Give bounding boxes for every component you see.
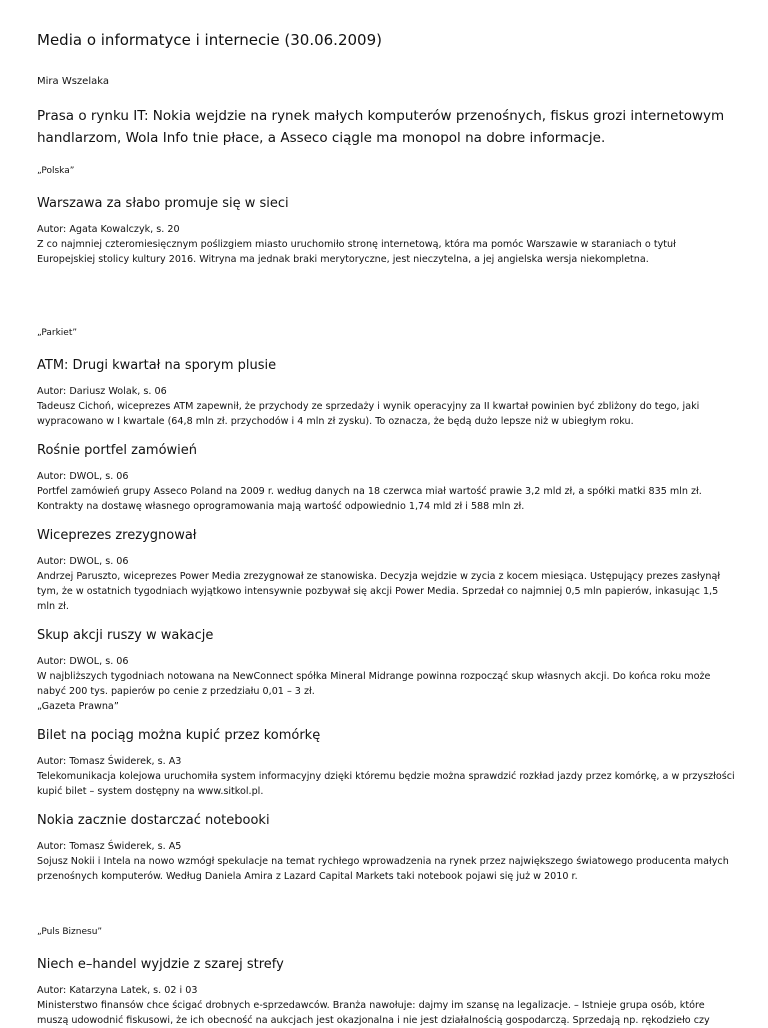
article-meta: Autor: Katarzyna Latek, s. 02 i 03	[37, 985, 198, 996]
article-headline: Bilet na pociąg można kupić przez komórkę	[37, 728, 321, 743]
document-author: Mira Wszelaka	[37, 76, 109, 87]
article	[37, 442, 737, 514]
article-body: Sojusz Nokii i Intela na nowo wzmógł spekulacje na temat rychłego wprowadzenia na rynek przez największego światowego producenta małych przenośnych komputerów. Według Daniela Amira z Lazard Capital Markets taki notebook pojawi się już w 2010 r.	[37, 856, 729, 882]
article-headline: Nokia zacznie dostarczać notebooki	[37, 813, 270, 828]
article-headline: Warszawa za słabo promuje się w sieci	[37, 196, 289, 211]
article-meta: Autor: DWOL, s. 06	[37, 471, 129, 482]
article-body: Tadeusz Cichoń, wiceprezes ATM zapewnił, że przychody ze sprzedaży i wynik operacyjny za II kwartał powinien być zbliżony do tego, jaki wypracowano w I kwartale (64,8 mln zł. przychodów i 4 mln zł zysku). To oznacza, że będą dużo lepsze niż w ubiegłym roku.	[37, 401, 700, 427]
source-label: „Gazeta Prawna”	[37, 701, 119, 712]
article-body: Telekomunikacja kolejowa uruchomiła system informacyjny dzięki któremu będzie można sprawdzić rozkład jazdy przez komórkę, a w przyszłości kupić bilet – system dostępny na www.sitkol.pl.	[37, 771, 735, 797]
article	[37, 956, 737, 1028]
article-body: Ministerstwo finansów chce ścigać drobnych e-sprzedawców. Branża nawołuje: dajmy im szansę na legalizacje. – Istnieje grupa osób, które muszą udowodnić fiskusowi, że ich obecność na aukcjach jest okazjonalna i nie jest działalnością gospodarczą. Sprzedają np. rękodzieło czy	[37, 1000, 710, 1026]
article	[37, 727, 737, 799]
source-label: „Parkiet”	[37, 328, 78, 338]
article-body: Z co najmniej czteromiesięcznym poślizgiem miasto uruchomiło stronę internetową, która ma pomóc Warszawie w staraniach o tytuł Europejskiej stolicy kultury 2016. Witryna ma jednak braki merytoryczne, jest nieczytelna, a jej angielska wersja niekompletna.	[37, 239, 676, 265]
source-label: „Polska”	[37, 166, 75, 176]
article-meta: Autor: DWOL, s. 06	[37, 556, 129, 567]
document-title: Media o informatyce i internecie (30.06.2009)	[37, 31, 382, 49]
article	[37, 357, 737, 429]
article	[37, 195, 737, 267]
article-headline: Wiceprezes zrezygnował	[37, 528, 197, 543]
article-headline: Rośnie portfel zamówień	[37, 443, 198, 458]
article-meta: Autor: Tomasz Świderek, s. A5	[37, 841, 182, 852]
source-label: „Puls Biznesu”	[37, 927, 103, 937]
article-headline: ATM: Drugi kwartał na sporym plusie	[37, 358, 277, 373]
document-page	[37, 30, 737, 1028]
article-body: Portfel zamówień grupy Asseco Poland na 2009 r. według danych na 18 czerwca miał wartość prawie 3,2 mld zł, a spółki matki 835 mln zł. Kontrakty na dostawę własnego oprogramowania mają wartość odpowiednio 1,74 mld zł i 588 mln zł.	[37, 486, 702, 512]
article-meta: Autor: Agata Kowalczyk, s. 20	[37, 224, 180, 235]
article-meta: Autor: Dariusz Wolak, s. 06	[37, 386, 167, 397]
article-body: W najbliższych tygodniach notowana na NewConnect spółka Mineral Midrange powinna rozpocząć skup własnych akcji. Do końca roku może nabyć 200 tys. papierów po cenie z przedziału 0,01 – 3 zł.	[37, 671, 711, 697]
lead-paragraph: Prasa o rynku IT: Nokia wejdzie na rynek małych komputerów przenośnych, fiskus grozi internetowym handlarzom, Wola Info tnie płace, a Asseco ciągle ma monopol na dobre informacje.	[37, 108, 725, 146]
article-meta: Autor: DWOL, s. 06	[37, 656, 129, 667]
article-body: Andrzej Paruszto, wiceprezes Power Media zrezygnował ze stanowiska. Decyzja wejdzie w zycia z kocem miesiąca. Ustępujący prezes zasłynął tym, że w ostatnich tygodniach wyjątkowo intensywnie pozbywał się akcji Power Media. Sprzedał co najmniej 0,5 mln papierów, inkasując 1,5 mln zł.	[37, 571, 721, 612]
article	[37, 627, 737, 714]
article	[37, 812, 737, 884]
article-headline: Skup akcji ruszy w wakacje	[37, 628, 214, 643]
article-meta: Autor: Tomasz Świderek, s. A3	[37, 756, 182, 767]
article	[37, 527, 737, 614]
article-headline: Niech e–handel wyjdzie z szarej strefy	[37, 957, 284, 972]
